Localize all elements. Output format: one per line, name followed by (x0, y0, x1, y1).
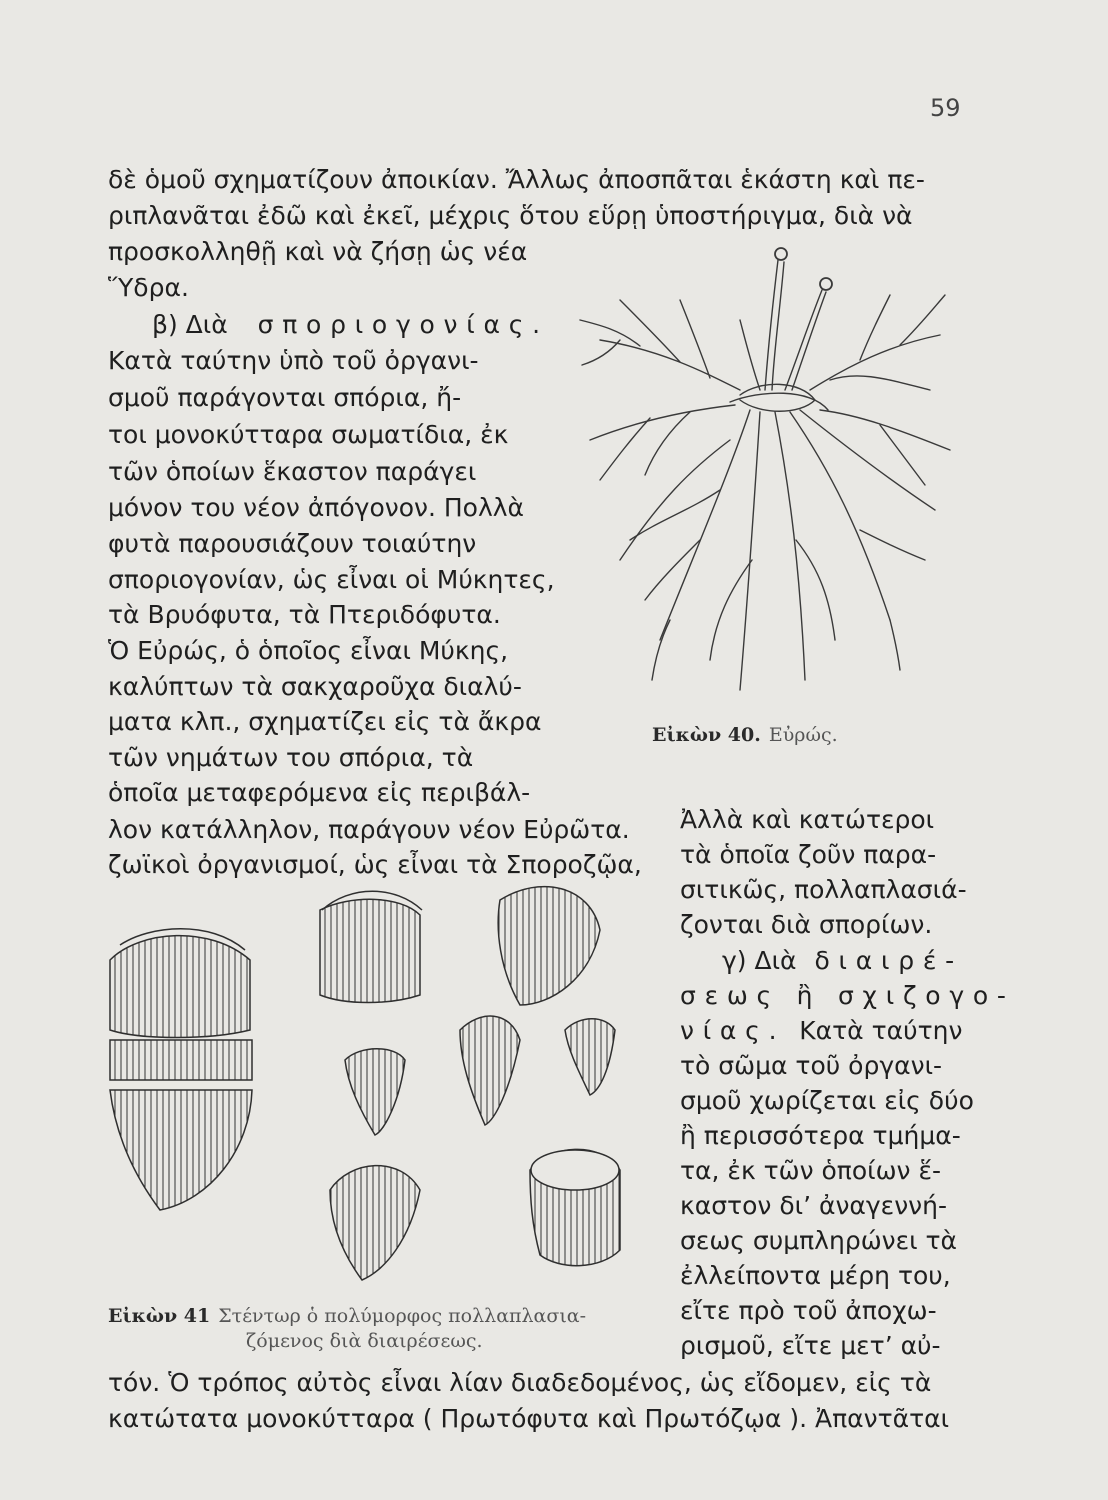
text-line: τὸ σῶμα τοῦ ὀργανι- (680, 1051, 943, 1080)
section-c-term: νίας. (680, 1016, 786, 1045)
text-line: σεως συμπληρώνει τὰ (680, 1226, 958, 1255)
figure-40-mucor-drawing (560, 240, 960, 710)
text-line: προσκολληθῇ καὶ νὰ ζήσῃ ὡς νέα (108, 237, 528, 266)
text-line: ἐλλείποντα μέρη του, (680, 1261, 951, 1290)
text-line: ὁποῖα μεταφερόμενα εἰς περιβάλ- (108, 778, 531, 807)
text-line: τὰ Βρυόφυτα, τὰ Πτεριδόφυτα. (108, 600, 501, 629)
text-line: τα, ἐκ τῶν ὁποίων ἕ- (680, 1156, 941, 1185)
section-c-after: Κατὰ ταύτην (799, 1016, 963, 1045)
section-c-heading (722, 944, 963, 977)
text-line: Ἀλλὰ καὶ κατώτεροι (680, 805, 935, 834)
figure-41-caption-line-2 (246, 1330, 483, 1352)
text-line: ρισμοῦ, εἴτε μετ’ αὐ- (680, 1331, 941, 1360)
text-line: σμοῦ χωρίζεται εἰς δύο (680, 1086, 974, 1115)
text-line: εἴτε πρὸ τοῦ ἀποχω- (680, 1296, 937, 1325)
figure-41-text: ζόμενος διὰ διαιρέσεως. (246, 1330, 483, 1352)
section-c-term: σεως ἢ σχιζογο- (680, 981, 1015, 1010)
text-line: Ὕδρα. (108, 273, 189, 302)
text-line: τόν. Ὁ τρόπος αὐτὸς εἶναι λίαν διαδεδομένος, ὡς εἴδομεν, εἰς τὰ (108, 1368, 932, 1397)
figure-41-stentor-drawings (100, 870, 660, 1290)
section-b-term: σποριογονίας. (257, 310, 549, 339)
figure-40-text: Εὐρώς. (768, 724, 838, 746)
text-line: φυτὰ παρουσιάζουν τοιαύτην (108, 529, 477, 558)
text-line: ζωϊκοὶ ὀργανισμοί, ὡς εἶναι τὰ Σποροζῷα, (108, 850, 642, 879)
text-line: τῶν νημάτων του σπόρια, τὰ (108, 743, 474, 772)
text-line: ζονται διὰ σπορίων. (680, 910, 933, 939)
section-b-heading (152, 308, 549, 341)
figure-41-caption (108, 1305, 586, 1327)
text-line: Κατὰ ταύτην ὑπὸ τοῦ ὀργανι- (108, 346, 479, 375)
figure-40-label: Εἰκὼν 40. (652, 724, 761, 746)
figure-41-label: Εἰκὼν 41 (108, 1305, 211, 1327)
text-line: τὰ ὁποῖα ζοῦν παρα- (680, 840, 937, 869)
text-line: λον κατάλληλον, παράγουν νέον Εὐρῶτα. (108, 815, 630, 844)
figure-40-caption (652, 724, 838, 746)
text-line: καλύπτων τὰ σακχαροῦχα διαλύ- (108, 672, 522, 701)
text-line: σιτικῶς, πολλαπλασιά- (680, 875, 967, 904)
text-line: σποριογονίαν, ὡς εἶναι οἱ Μύκητες, (108, 565, 555, 594)
text-line: τοι μονοκύτταρα σωματίδια, ἐκ (108, 420, 509, 449)
text-line: τῶν ὁποίων ἕκαστον παράγει (108, 457, 477, 486)
section-c-line (680, 1014, 962, 1047)
page-number: 59 (930, 94, 961, 122)
text-line: ἢ περισσότερα τμήμα- (680, 1121, 961, 1150)
text-line: καστον δι’ ἀναγεννή- (680, 1191, 947, 1220)
text-line: Ὁ Εὐρώς, ὁ ὁποῖος εἶναι Μύκης, (108, 636, 509, 665)
text-line: κατώτατα μονοκύτταρα ( Πρωτόφυτα καὶ Πρωτόζῳα ). Ἀπαντᾶται (108, 1404, 950, 1433)
text-line: μόνον του νέον ἀπόγονον. Πολλὰ (108, 493, 525, 522)
text-line: ριπλανᾶται ἐδῶ καὶ ἐκεῖ, μέχρις ὅτου εὕρῃ ὑποστήριγμα, διὰ νὰ (108, 201, 913, 230)
section-c-term: διαιρέ- (814, 946, 963, 975)
text-line: δὲ ὁμοῦ σχηματίζουν ἀποικίαν. Ἄλλως ἀποσπᾶται ἑκάστη καὶ πε- (108, 165, 925, 194)
figure-41-text: Στέντωρ ὁ πολύμορφος πολλαπλασια- (218, 1305, 587, 1327)
section-b-prefix: β) Διὰ (152, 310, 228, 339)
text-line: ματα κλπ., σχηματίζει εἰς τὰ ἄκρα (108, 707, 542, 736)
section-c-prefix: γ) Διὰ (722, 946, 797, 975)
text-line: σμοῦ παράγονται σπόρια, ἤ- (108, 383, 462, 412)
